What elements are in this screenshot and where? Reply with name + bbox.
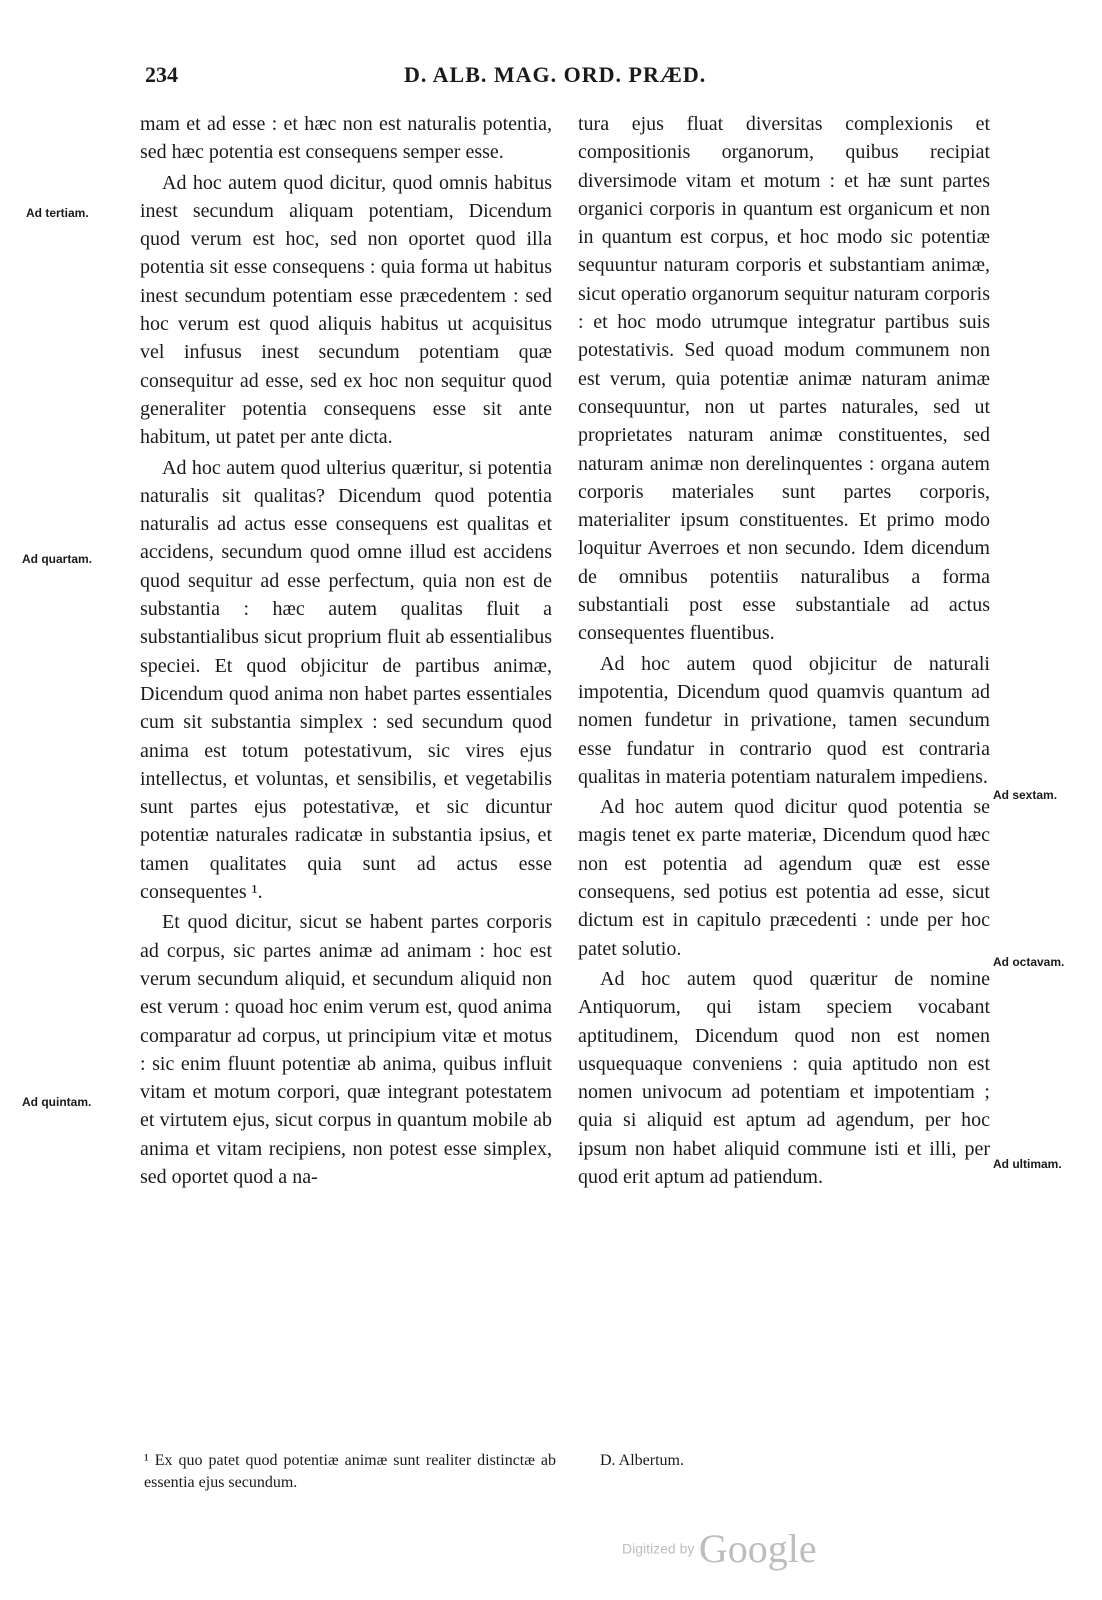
paragraph: Ad hoc autem quod ulterius quæritur, si potentia naturalis sit qualitas? Dicendum quod potentia naturalis ad actus esse consequens est qualitas et accidens, secundum quod omne illud est accidens quod sequitur ad esse perfectum, quia non est de substantia : hæc autem qualitas fluit a substantialibus sicut proprium fluit ab essentialibus speciei. Et quod objicitur de partibus animæ, Dicendum quod anima non habet partes essentiales cum sit substantia simplex : sed secundum quod anima est totum potestativum, sic vires ejus intellectus, et voluntas, et sensibilis, et vegetabilis sunt partes ejus potestativæ, et sic dicuntur potentiæ naturales radicatæ in substantia ipsius, et tamen qualitates quia sunt ad actus esse consequentes ¹. bbox=[140, 456, 552, 904]
paragraph: Ad hoc autem quod objicitur de naturali impotentia, Dicendum quod quamvis quantum ad nomen fundetur in privatione, tamen secundum esse fundatur in contrario quod est contraria qualitas in materia potentiam naturalem impediens. bbox=[578, 652, 990, 788]
paragraph: Ad hoc autem quod dicitur, quod omnis habitus inest secundum aliquam potentiam, Dicendum quod verum est hoc, sed non oportet quod illa potentia sit esse consequens : quia forma ut habitus inest secundum potentiam esse præcedentem : sed hoc verum est quod aliquis habitus ut acquisitus vel infusus inest secundum potentiam quæ consequitur ad esse, sed ex hoc non sequitur quod generaliter potentia consequens esse sit ante habitum, ut patet per ante dicta. bbox=[140, 171, 552, 449]
running-head: D. ALB. MAG. ORD. PRÆD. bbox=[404, 62, 707, 87]
paragraph: Ad hoc autem quod dicitur quod potentia se magis tenet ex parte materiæ, Dicendum quod hæc non est potentia ad agendum quæ est esse consequens, sed potius est potentia ad esse, sicut dictum est in capitulo præcedenti : unde per hoc patet solutio. bbox=[578, 796, 990, 960]
paragraph: Ad hoc autem quod quæritur de nomine Antiquorum, qui istam speciem vocabant aptitudinem, Dicendum quod non est nomen usquequaque conveniens : quia aptitudo non est nomen univocum ad potentiam et impotentiam ; quia si aliquid est aptum ad agendum, per hoc ipsum non habet aliquid commune isti et illi, per quod erit aptum ad patiendum. bbox=[578, 967, 990, 1188]
watermark-prefix: Digitized by bbox=[622, 1540, 695, 1557]
page-number: 234 bbox=[145, 62, 178, 87]
marginal-note-tertiam: Ad tertiam. bbox=[26, 206, 89, 220]
paragraph: Et quod dicitur, sicut se habent partes corporis ad corpus, sic partes animæ ad animam : hoc est verum secundum aliquid, et secundum aliquid non est verum : quoad hoc enim verum est, quod anima comparatur ad corpus, ut principium vitæ et motus : sic enim fluunt potentiæ ab anima, quibus influit vitam et motum corpori, quæ integrant potestatem et virtutem ejus, sicut corpus in quantum mobile ab anima et vitam recipiens, non potest esse simplex, sed oportet quod a na- bbox=[140, 911, 552, 1188]
marginal-note-quintam: Ad quintam. bbox=[22, 1095, 92, 1109]
footnote: ¹ Ex quo patet quod potentiæ animæ sunt realiter distinctæ ab essentia ejus secundum. bbox=[144, 1452, 556, 1491]
google-logo: Google bbox=[698, 1526, 817, 1571]
digitization-watermark bbox=[622, 1525, 817, 1572]
marginal-note-sextam: Ad sextam. bbox=[993, 788, 1058, 802]
left-column bbox=[140, 110, 552, 1191]
paragraph: tura ejus fluat diversitas complexionis et compositionis organorum, quibus recipiat diversimode vitam et motum : et hæ sunt partes organici corporis in quantum est organicum et non in quantum est corpus, et hoc modo sic potentiæ sequuntur naturam corporis et substantiam animæ, sicut operatio organorum sequitur naturam corporis : et hoc modo utrumque integratur partibus suis potestativis. Sed quoad modum communem non est verum, quia potentiæ animæ naturam animæ consequuntur, non ut partes naturales, sed ut proprietates naturam animæ constituentes, sed naturam animæ non derelinquentes : organa autem corporis materiales sunt partes corporis, materialiter ipsum constituentes. Et primo modo loquitur Averroes et non secundo. Idem dicendum de omnibus potentiis naturalibus a forma substantiali post esse substantiale ad actus consequentes fluentibus. bbox=[578, 113, 990, 645]
marginal-note-octavam: Ad octavam. bbox=[993, 955, 1065, 969]
paragraph: mam et ad esse : et hæc non est naturalis potentia, sed hæc potentia est consequens semper esse. bbox=[140, 113, 552, 164]
marginal-note-quartam: Ad quartam. bbox=[22, 552, 93, 566]
marginal-note-ultimam: Ad ultimam. bbox=[993, 1157, 1062, 1171]
right-column bbox=[578, 110, 990, 1191]
footnote-attribution: D. Albertum. bbox=[600, 1452, 684, 1469]
